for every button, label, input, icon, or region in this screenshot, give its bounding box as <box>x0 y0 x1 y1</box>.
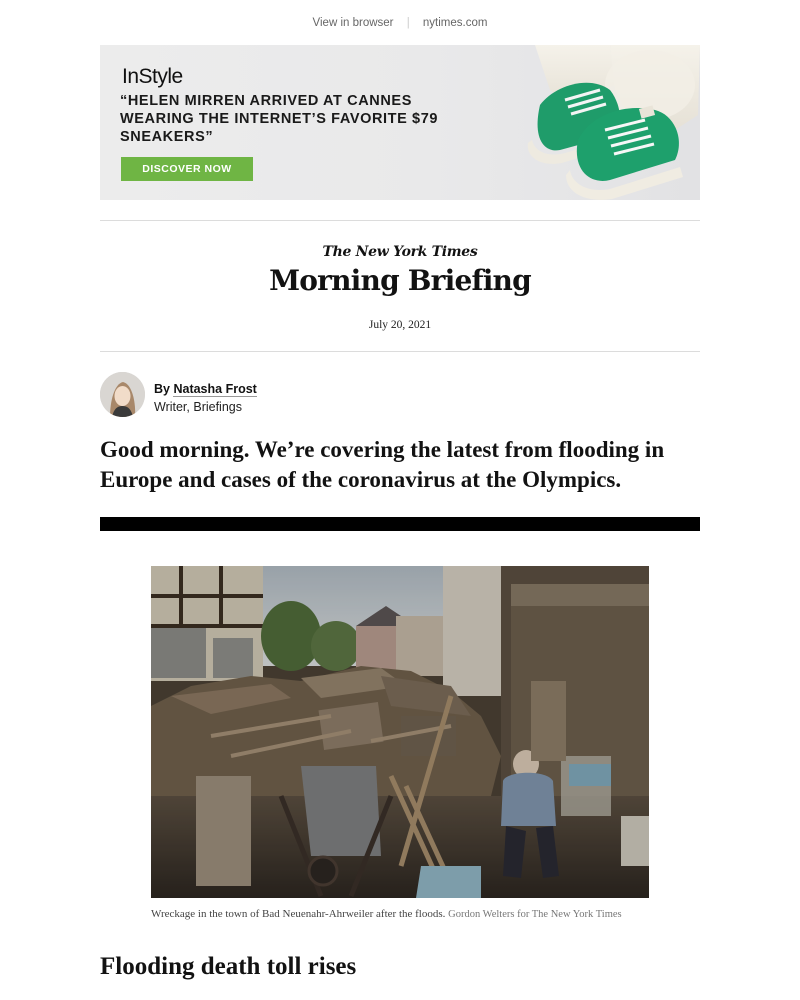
photo-credit: Gordon Welters for The New York Times <box>448 909 622 920</box>
issue-date: July 20, 2021 <box>368 319 432 331</box>
photo-caption <box>151 908 651 922</box>
nytimes-link[interactable]: nytimes.com <box>422 17 488 29</box>
author-portrait-icon <box>100 372 145 417</box>
top-links <box>0 17 800 29</box>
author-avatar <box>100 372 145 417</box>
link-separator: | <box>406 17 410 29</box>
header-bottom-divider <box>100 351 700 352</box>
instyle-logo: InStyle <box>122 65 183 88</box>
byline-prefix: By <box>154 382 170 396</box>
nyt-masthead: The New York Times <box>322 244 478 260</box>
author-link[interactable]: Natasha Frost <box>173 382 257 396</box>
ad-quote: “HELEN MIRREN ARRIVED AT CANNES WEARING THE INTERNET’S FAVORITE $79 SNEAKERS” <box>120 93 439 145</box>
section-divider-bar <box>100 517 700 531</box>
author-role: Writer, Briefings <box>154 400 242 414</box>
byline <box>154 380 257 416</box>
flood-wreckage-photo[interactable] <box>151 566 649 898</box>
newsletter-title: Morning Briefing <box>269 264 531 297</box>
sneakers-image <box>440 45 700 200</box>
section-headline: Flooding death toll rises <box>100 953 357 980</box>
flood-scene-image <box>151 566 649 898</box>
intro-summary: Good morning. We’re covering the latest from flooding in Europe and cases of the coronavirus at the Olympics. <box>100 437 665 492</box>
caption-text: Wreckage in the town of Bad Neuenahr-Ahrweiler after the floods. <box>151 908 446 920</box>
instyle-ad-banner[interactable] <box>100 45 700 200</box>
header-top-divider <box>100 220 700 221</box>
view-in-browser-link[interactable]: View in browser <box>312 17 394 29</box>
discover-now-button[interactable]: DISCOVER NOW <box>121 157 253 181</box>
